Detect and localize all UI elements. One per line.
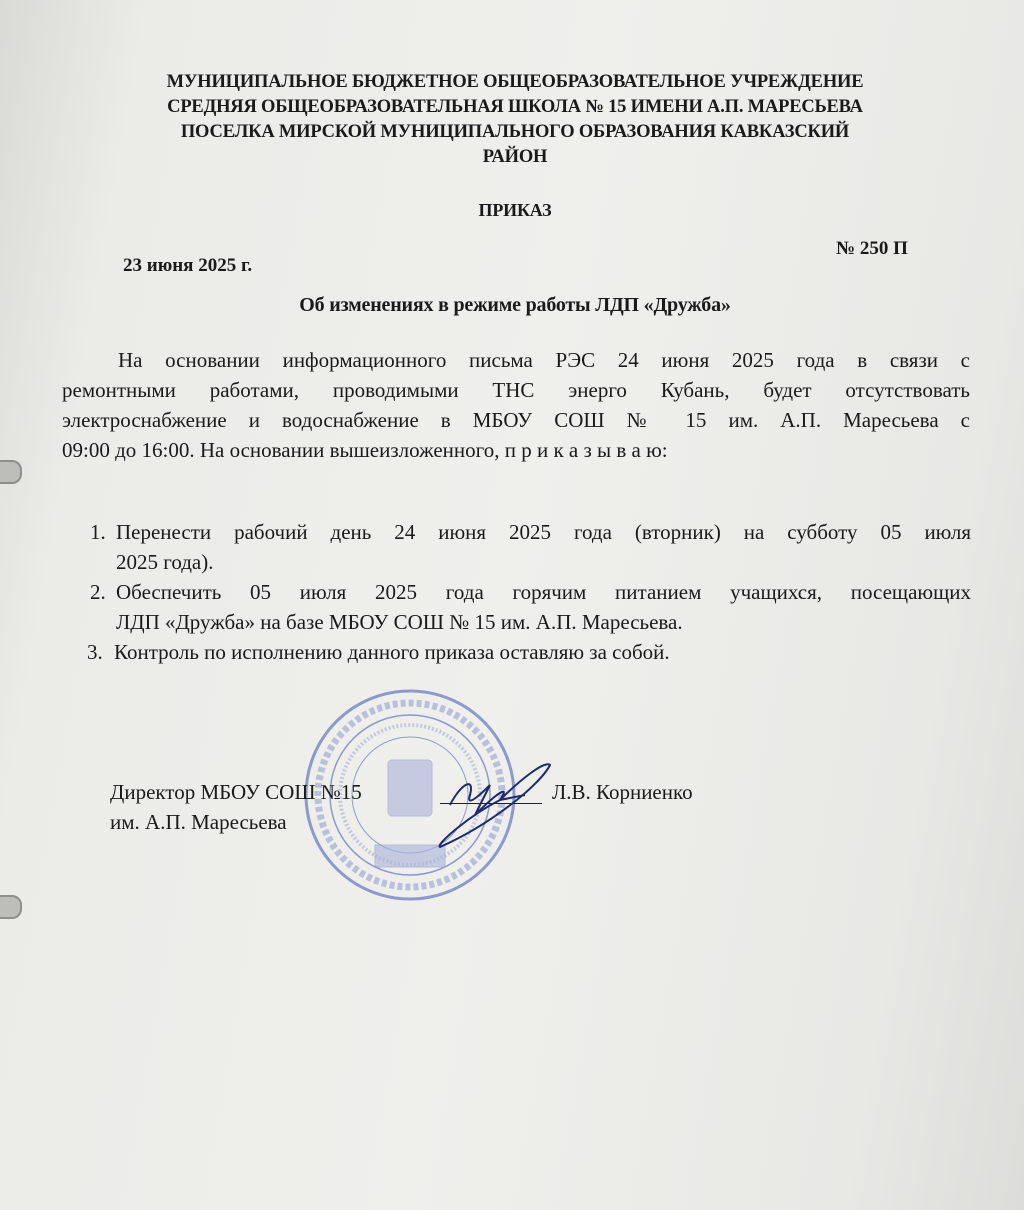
header-line: ПОСЕЛКА МИРСКОЙ МУНИЦИПАЛЬНОГО ОБРАЗОВАНИЯ КАВКАЗСКИЙ (180, 122, 850, 142)
order-number: № 250 П (836, 238, 908, 259)
list-item-line: Контроль по исполнению данного приказа оставляю за собой. (114, 640, 670, 664)
order-date: 23 июня 2025 г. (123, 255, 253, 276)
body-line: ремонтными работами, проводимыми ТНС энерго Кубань, будет отсутствовать (62, 378, 970, 402)
order-title: Об изменениях в режиме работы ЛДП «Дружба» (299, 294, 731, 316)
header-line: МУНИЦИПАЛЬНОЕ БЮДЖЕТНОЕ ОБЩЕОБРАЗОВАТЕЛЬНОЕ УЧРЕЖДЕНИЕ (166, 72, 864, 92)
binder-hole (0, 460, 22, 484)
body-line: 09:00 до 16:00. На основании вышеизложенного, п р и к а з ы в а ю: (62, 438, 668, 462)
list-item-line: Обеспечить 05 июля 2025 года горячим питанием учащихся, посещающих (116, 580, 971, 604)
list-item-line: Перенести рабочий день 24 июня 2025 года (вторник) на субботу 05 июля (116, 520, 971, 544)
list-number: 3. (87, 640, 103, 664)
list-item-line: 2025 года). (116, 550, 214, 574)
list-number: 1. (90, 520, 106, 544)
document-type: ПРИКАЗ (478, 200, 552, 220)
handwritten-signature (430, 755, 560, 850)
body-line: электроснабжение и водоснабжение в МБОУ СОШ № 15 им. А.П. Маресьева с (62, 408, 970, 432)
header-line: РАЙОН (482, 147, 548, 167)
signatory-name: Л.В. Корниенко (552, 780, 693, 804)
header-line: СРЕДНЯЯ ОБЩЕОБРАЗОВАТЕЛЬНАЯ ШКОЛА № 15 ИМЕНИ А.П. МАРЕСЬЕВА (167, 97, 863, 117)
body-line: На основании информационного письма РЭС 24 июня 2025 года в связи с (118, 348, 970, 372)
list-number: 2. (90, 580, 106, 604)
list-item-line: ЛДП «Дружба» на базе МБОУ СОШ № 15 им. А.П. Маресьева. (116, 610, 683, 634)
signatory-position-line2: им. А.П. Маресьева (110, 810, 287, 834)
binder-hole (0, 895, 22, 919)
signatory-position: Директор МБОУ СОШ №15 (110, 780, 362, 804)
